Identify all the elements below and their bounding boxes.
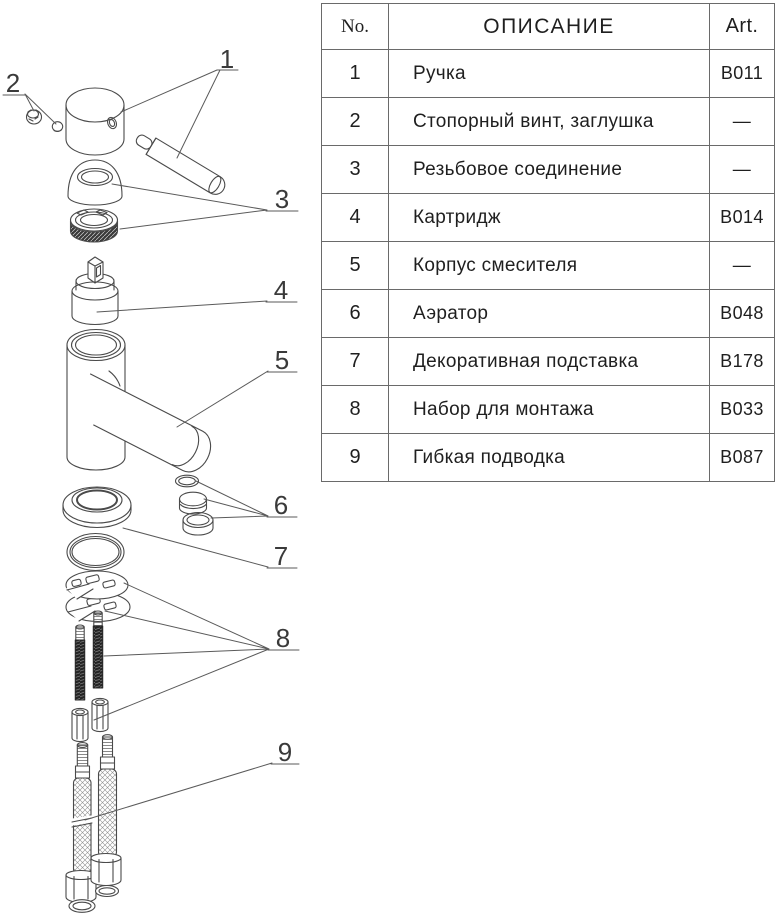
leader-3 [112, 184, 298, 229]
table-row [322, 49, 774, 97]
row-description: Резьбовое соединение [388, 146, 709, 193]
col-header-art: Art. [709, 4, 774, 49]
part-lever [132, 130, 228, 198]
table-row [322, 433, 774, 481]
part-o-ring [67, 534, 124, 571]
row-description: Набор для монтажа [388, 386, 709, 433]
row-description: Аэратор [388, 290, 709, 337]
row-description: Декоративная подставка [388, 338, 709, 385]
row-no: 9 [349, 446, 361, 468]
table-row [322, 193, 774, 241]
row-art: — [709, 242, 774, 289]
part-base-ring [63, 487, 131, 528]
row-description: Картридж [388, 194, 709, 241]
row-no: 8 [349, 398, 361, 420]
part-body [67, 330, 217, 478]
callout-label-2: 2 [5, 68, 21, 98]
row-art: B033 [709, 386, 774, 433]
part-coupling-nuts [72, 698, 108, 741]
row-art: — [709, 146, 774, 193]
part-studs [75, 611, 102, 700]
leader-4 [97, 301, 297, 312]
table-row [322, 241, 774, 289]
table-row [322, 145, 774, 193]
callout-label-3: 3 [274, 184, 290, 214]
table-row [322, 97, 774, 145]
callout-label-7: 7 [273, 541, 289, 571]
row-art: B048 [709, 290, 774, 337]
part-threaded-ring [71, 209, 118, 242]
part-handle [66, 88, 124, 155]
parts-table [321, 3, 775, 482]
callout-label-1: 1 [219, 44, 235, 74]
row-art: B014 [709, 194, 774, 241]
row-no: 5 [349, 254, 361, 276]
row-no: 7 [349, 350, 361, 372]
table-row [322, 289, 774, 337]
row-description: Гибкая подводка [388, 434, 709, 481]
callout-label-9: 9 [277, 737, 293, 767]
callout-label-8: 8 [275, 623, 291, 653]
row-art: B011 [709, 50, 774, 97]
row-no: 4 [349, 206, 361, 228]
row-art: — [709, 98, 774, 145]
col-header-description: ОПИСАНИЕ [388, 4, 709, 49]
row-description: Ручка [388, 50, 709, 97]
table-row [322, 337, 774, 385]
hose-left [66, 743, 96, 913]
leader-9 [85, 763, 299, 820]
part-cartridge [72, 257, 118, 325]
leader-5 [177, 371, 297, 427]
row-no: 3 [349, 158, 361, 180]
faucet-exploded-diagram [0, 0, 320, 915]
part-aerator [176, 475, 214, 535]
col-header-no: No. [341, 15, 369, 37]
hose-right [91, 735, 121, 897]
table-row [322, 385, 774, 433]
callout-label-6: 6 [273, 490, 289, 520]
row-art: B178 [709, 338, 774, 385]
row-description: Корпус смесителя [388, 242, 709, 289]
callout-label-4: 4 [273, 275, 289, 305]
row-no: 6 [349, 302, 361, 324]
table-header-row [322, 4, 774, 49]
callout-label-5: 5 [274, 345, 290, 375]
leader-7 [123, 528, 297, 568]
row-description: Стопорный винт, заглушка [388, 98, 709, 145]
row-no: 1 [349, 62, 361, 84]
row-no: 2 [349, 110, 361, 132]
part-hoses [66, 735, 121, 913]
row-art: B087 [709, 434, 774, 481]
part-dome-cap [68, 160, 122, 205]
